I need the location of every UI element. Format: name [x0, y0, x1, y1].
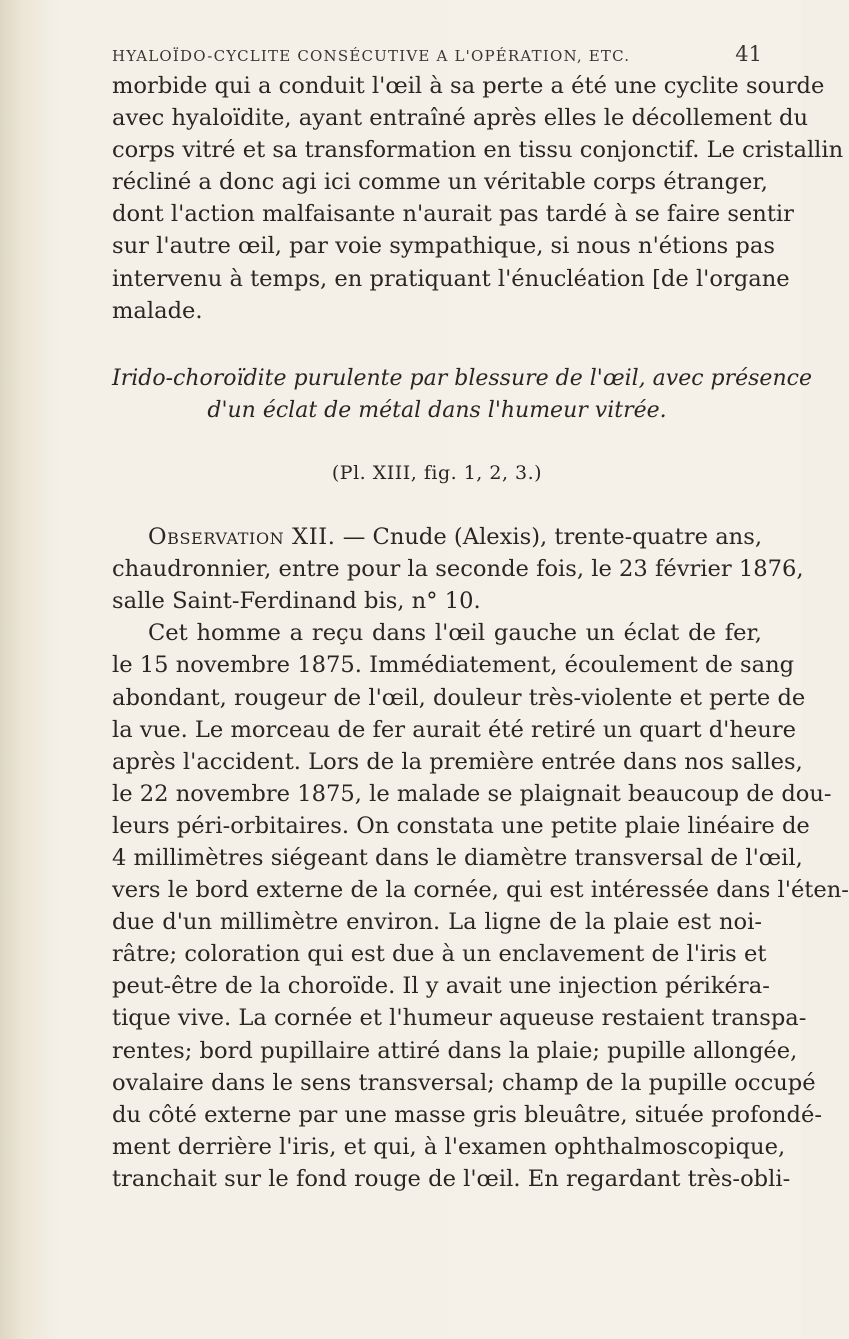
text-line: râtre; coloration qui est due à un enclavement de l'iris et [112, 941, 767, 968]
text-line: rentes; bord pupillaire attiré dans la plaie; pupille allongée, [112, 1037, 798, 1064]
text-line: avec hyaloïdite, ayant entraîné après elles le décollement du [112, 105, 809, 132]
text-line: après l'accident. Lors de la première entrée dans nos salles, [112, 748, 803, 775]
section-title-line: d'un éclat de métal dans l'humeur vitrée. [207, 397, 667, 423]
page-number: 41 [735, 42, 762, 66]
text-line: chaudronnier, entre pour la seconde fois, le 23 février 1876, [112, 556, 804, 583]
text-line: sur l'autre œil, par voie sympathique, si nous n'étions pas [112, 233, 775, 260]
text-line: le 15 novembre 1875. Immédiatement, écoulement de sang [112, 652, 795, 679]
text-line: du côté externe par une masse gris bleuâtre, située profondé- [112, 1101, 822, 1128]
text-line: dont l'action malfaisante n'aurait pas tardé à se faire sentir [112, 201, 794, 228]
text-line: vers le bord externe de la cornée, qui est intéressée dans l'éten- [112, 877, 849, 904]
spacer [112, 489, 762, 521]
running-title: HYALOÏDO-CYCLITE CONSÉCUTIVE A L'OPÉRATION, ETC. [112, 47, 631, 65]
section-title-line: Irido-choroïdite purulente par blessure de l'œil, avec présence [112, 365, 812, 391]
text-line: tranchait sur le fond rouge de l'œil. En regardant très-obli- [112, 1165, 791, 1192]
observation-intro: — Cnude (Alexis), trente-quatre ans, [342, 524, 763, 551]
text-line: récliné a donc agi ici comme un véritable corps étranger, [112, 169, 768, 196]
text-line: intervenu à temps, en pratiquant l'énucléation [de l'organe [112, 265, 790, 292]
running-header [112, 42, 762, 66]
text-line: ovalaire dans le sens transversal; champ de la pupille occupé [112, 1069, 816, 1096]
body-text [112, 70, 849, 1195]
text-line: ment derrière l'iris, et qui, à l'examen ophthalmoscopique, [112, 1133, 786, 1160]
observation-label: Observation XII. [148, 524, 336, 551]
text-line: la vue. Le morceau de fer aurait été retiré un quart d'heure [112, 716, 797, 743]
text-line: abondant, rougeur de l'œil, douleur très-violente et perte de [112, 684, 806, 711]
text-line: salle Saint-Ferdinand bis, n° 10. [112, 588, 481, 615]
text-line: le 22 novembre 1875, le malade se plaignait beaucoup de dou- [112, 780, 832, 807]
text-line: due d'un millimètre environ. La ligne de la plaie est noi- [112, 909, 762, 936]
text-line: 4 millimètres siégeant dans le diamètre transversal de l'œil, [112, 844, 803, 871]
text-line: leurs péri-orbitaires. On constata une petite plaie linéaire de [112, 812, 810, 839]
plate-reference: (Pl. XIII, fig. 1, 2, 3.) [331, 461, 543, 484]
text-line: malade. [112, 297, 203, 324]
text-line: Cet homme a reçu dans l'œil gauche un éclat de fer, [148, 620, 762, 647]
text-line: morbide qui a conduit l'œil à sa perte a été une cyclite sourde [112, 73, 825, 99]
text-line: tique vive. La cornée et l'humeur aqueuse restaient transpa- [112, 1005, 807, 1032]
text-line: corps vitré et sa transformation en tissu conjonctif. Le cristallin [112, 137, 844, 164]
observation-first-line [112, 521, 762, 553]
text-line: peut-être de la choroïde. Il y avait une injection périkéra- [112, 973, 770, 1000]
